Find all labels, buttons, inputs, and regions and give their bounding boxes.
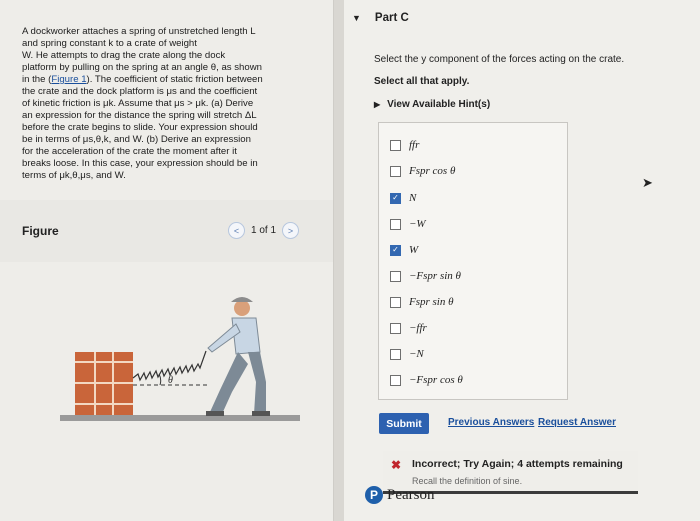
mouse-cursor-icon: ➤ (642, 175, 653, 190)
theta-label: θ (168, 375, 173, 386)
problem-line: W. He attempts to drag the crate along the dock (22, 50, 226, 61)
pearson-brand (365, 486, 435, 504)
problem-line: in the (Figure 1). The coefficient of static friction between (22, 74, 263, 85)
problem-line: terms of μk,θ,μs, and W. (22, 170, 126, 181)
request-answer-link[interactable]: Request Answer (538, 417, 616, 428)
chevron-right-icon: ▶ (374, 100, 381, 109)
checkbox[interactable] (390, 323, 401, 334)
option-label: −W (409, 218, 426, 230)
feedback-hint: Recall the definition of sine. (412, 476, 523, 486)
option-label: W (409, 244, 419, 256)
checkbox[interactable] (390, 349, 401, 360)
collapse-caret-icon[interactable]: ▼ (352, 13, 361, 23)
option-neg-w[interactable] (390, 218, 426, 230)
option-neg-n[interactable] (390, 348, 424, 360)
problem-line-text: ). The coefficient of static friction between (86, 74, 263, 85)
panel-divider[interactable] (333, 0, 344, 521)
problem-line: platform by pulling on the spring at an angle θ, as shown (22, 62, 262, 73)
checkbox[interactable] (390, 166, 401, 177)
problem-statement (22, 26, 298, 182)
pager-count: 1 of 1 (251, 225, 277, 236)
option-ffr[interactable] (390, 139, 419, 151)
option-neg-fspr-cos[interactable] (390, 374, 463, 386)
previous-answers-link[interactable]: Previous Answers (448, 417, 535, 428)
pearson-wordmark: Pearson (387, 486, 435, 503)
problem-line: A dockworker attaches a spring of unstretched length L (22, 26, 256, 37)
next-figure-button[interactable]: > (282, 222, 299, 239)
option-label: Fspr cos θ (409, 165, 456, 177)
problem-line: be in terms of μs,θ,k, and W. (b) Derive an expression (22, 134, 251, 145)
hint-toggle[interactable] (374, 99, 490, 110)
option-label: −Fspr sin θ (409, 270, 461, 282)
instruction-text: Select all that apply. (374, 76, 470, 87)
figure-pager (228, 222, 299, 239)
problem-line: of kinetic friction is μk. Assume that μs > μk. (a) Derive (22, 98, 254, 109)
prev-figure-button[interactable]: < (228, 222, 245, 239)
checkbox[interactable] (390, 271, 401, 282)
checkbox[interactable] (390, 140, 401, 151)
checkbox[interactable] (390, 297, 401, 308)
checkbox-checked[interactable]: ✓ (390, 245, 401, 256)
part-header[interactable] (352, 12, 409, 24)
pearson-logo-icon: P (365, 486, 383, 504)
feedback-message: Incorrect; Try Again; 4 attempts remaining (412, 458, 623, 470)
option-label: −N (409, 348, 424, 360)
problem-line: for the acceleration of the crate the moment after it (22, 146, 237, 157)
checkbox[interactable] (390, 375, 401, 386)
option-label: −ffr (409, 322, 427, 334)
option-label: N (409, 192, 417, 204)
option-label: ffr (409, 139, 420, 151)
option-fspr-cos[interactable] (390, 165, 455, 177)
option-w[interactable] (390, 244, 418, 256)
problem-line: the crate and the dock platform is μs and the coefficient (22, 86, 258, 97)
problem-line: and spring constant k to a crate of weight (22, 38, 197, 49)
option-label: −Fspr cos θ (409, 374, 463, 386)
hint-label: View Available Hint(s) (387, 99, 491, 110)
option-fspr-sin[interactable] (390, 296, 454, 308)
problem-line-text: in the (22, 74, 49, 85)
figure-label: Figure (22, 224, 59, 238)
checkbox[interactable] (390, 219, 401, 230)
figure-link[interactable]: Figure 1 (51, 74, 87, 85)
dockworker (206, 297, 270, 416)
crate-spring-figure (60, 290, 300, 430)
problem-line: breaks loose. In this case, your expression should be in (22, 158, 258, 169)
question-prompt: Select the y component of the forces acting on the crate. (374, 54, 625, 65)
problem-line: before the crate begins to slide. Your expression should (22, 122, 258, 133)
option-neg-ffr[interactable] (390, 322, 427, 334)
checkbox-checked[interactable]: ✓ (390, 193, 401, 204)
error-x-icon: ✖ (391, 458, 402, 472)
submit-button[interactable]: Submit (379, 413, 429, 434)
problem-line: an expression for the distance the spring will stretch ΔL (22, 110, 257, 121)
part-title: Part C (374, 12, 409, 24)
option-n[interactable] (390, 192, 416, 204)
option-label: Fspr sin θ (409, 296, 454, 308)
option-neg-fspr-sin[interactable] (390, 270, 461, 282)
